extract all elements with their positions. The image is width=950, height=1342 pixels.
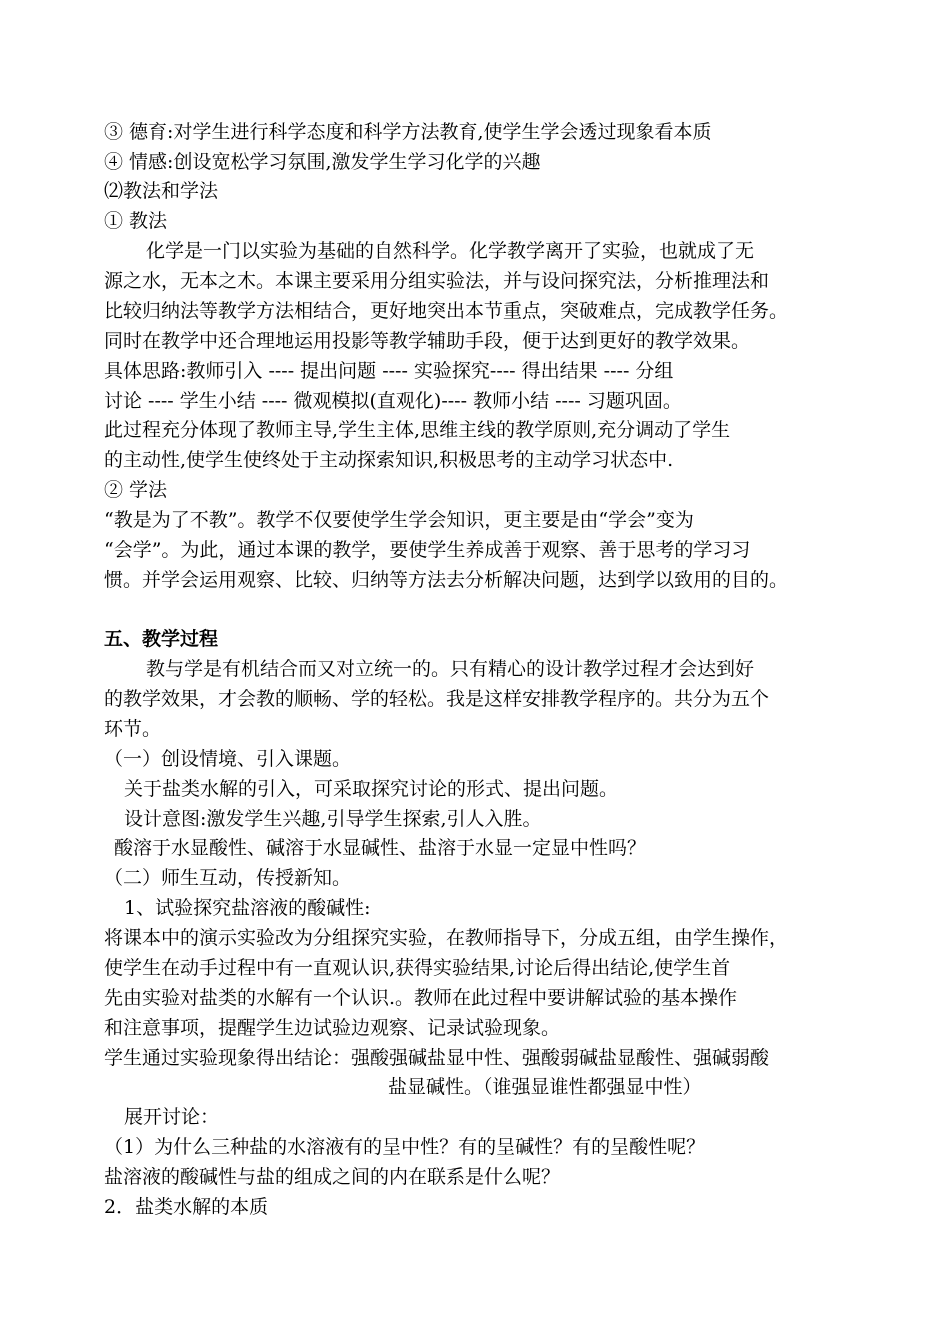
text-line: 使学生在动手过程中有一直观认识,获得实验结果,讨论后得出结论,使学生首 <box>104 957 731 979</box>
text-line: “教是为了不教”。教学不仅要使学生学会知识，更主要是由“学会”变为 <box>104 509 694 531</box>
text-line: ② 学法 <box>104 479 168 501</box>
text-line: 的主动性,使学生使终处于主动探索知识,积极思考的主动学习状态中. <box>104 449 674 471</box>
text-line: 此过程充分体现了教师主导,学生主体,思维主线的教学原则,充分调动了学生 <box>104 419 731 441</box>
text-line: 先由实验对盐类的水解有一个认识.。教师在此过程中要讲解试验的基本操作 <box>104 987 738 1009</box>
text-line: （一）创设情境、引入课题。 <box>104 748 352 770</box>
text-line: 源之水，无本之木。本课主要采用分组实验法，并与设问探究法，分析推理法和 <box>104 270 770 292</box>
text-line: ⑵教法和学法 <box>104 180 219 202</box>
text-line: 学生通过实验现象得出结论：强酸强碱盐显中性、强酸弱碱盐显酸性、强碱弱酸 <box>104 1047 770 1069</box>
text-line: ① 教法 <box>104 210 168 232</box>
text-line: （1）为什么三种盐的水溶液有的呈中性？有的呈碱性？有的呈酸性呢？ <box>104 1136 706 1158</box>
text-line: 化学是一门以实验为基础的自然科学。化学教学离开了实验，也就成了无 <box>146 240 755 262</box>
text-line: 关于盐类水解的引入，可采取探究讨论的形式、提出问题。 <box>124 778 619 800</box>
section-heading: 五、教学过程 <box>104 628 219 650</box>
text-line: 2．盐类水解的本质 <box>104 1196 269 1218</box>
text-line: 惯。并学会运用观察、比较、归纳等方法去分析解决问题，达到学以致用的目的。 <box>104 569 789 591</box>
text-line: ④ 情感:创设宽松学习氛围,激发学生学习化学的兴趣 <box>104 151 541 173</box>
text-line: 同时在教学中还合理地运用投影等教学辅助手段，便于达到更好的教学效果。 <box>104 330 751 352</box>
text-line: 讨论 ---- 学生小结 ---- 微观模拟(直观化)---- 教师小结 ---- 习题巩固。 <box>104 390 682 412</box>
text-line: 盐溶液的酸碱性与盐的组成之间的内在联系是什么呢？ <box>104 1166 561 1188</box>
text-line: 1、试验探究盐溶液的酸碱性: <box>124 897 371 919</box>
text-line: 教与学是有机结合而又对立统一的。只有精心的设计教学过程才会达到好 <box>146 658 755 680</box>
text-line: 比较归纳法等教学方法相结合，更好地突出本节重点，突破难点，完成教学任务。 <box>104 300 789 322</box>
text-line: 和注意事项，提醒学生边试验边观察、记录试验现象。 <box>104 1017 561 1039</box>
text-line: “会学”。为此，通过本课的教学，要使学生养成善于观察、善于思考的学习习 <box>104 539 751 561</box>
text-line: 展开讨论： <box>124 1106 220 1128</box>
text-line: 盐显碱性。（谁强显谁性都强显中性） <box>388 1076 702 1098</box>
text-line: ③ 德育:对学生进行科学态度和科学方法教育,使学生学会透过现象看本质 <box>104 121 712 143</box>
text-line: 酸溶于水显酸性、碱溶于水显碱性、盐溶于水显一定显中性吗？ <box>114 837 647 859</box>
text-line: （二）师生互动，传授新知。 <box>104 867 352 889</box>
text-line: 环节。 <box>104 718 162 740</box>
text-line: 的教学效果，才会教的顺畅、学的轻松。我是这样安排教学程序的。共分为五个 <box>104 688 770 710</box>
text-line: 设计意图:激发学生兴趣,引导学生探索,引人入胜。 <box>124 808 542 830</box>
text-line: 具体思路:教师引入 ---- 提出问题 ---- 实验探究---- 得出结果 ---- 分组 <box>104 360 674 382</box>
text-line: 将课本中的演示实验改为分组探究实验，在教师指导下，分成五组，由学生操作， <box>104 927 789 949</box>
